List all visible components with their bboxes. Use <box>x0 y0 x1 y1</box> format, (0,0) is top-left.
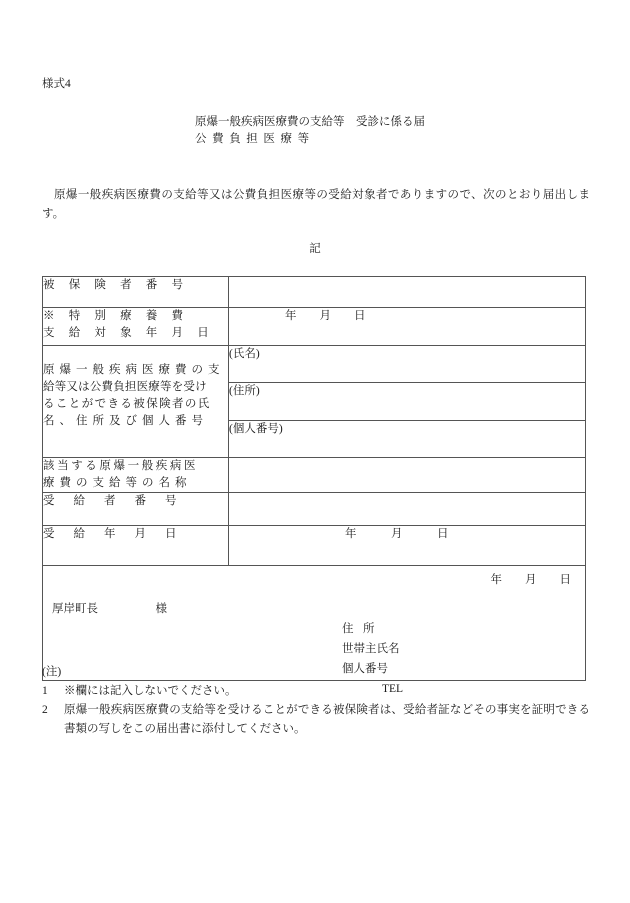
label-insured-identity <box>43 346 229 458</box>
signature-field-tel[interactable]: TEL <box>382 683 404 695</box>
value-insured-address[interactable] <box>229 383 586 420</box>
label-special-care-line-1: ※特別療養費 <box>43 310 198 322</box>
label-receipt-date-text: 受給年月日 <box>43 528 196 540</box>
title-line-1: 原爆一般疾病医療費の支給等 受診に係る届 <box>195 116 425 128</box>
title-line-2: 公費負担医療等 <box>195 133 315 145</box>
ki-marker: 記 <box>309 243 321 255</box>
table-row-special-care-date <box>43 308 586 346</box>
table-row-receipt-date <box>43 526 586 566</box>
document-title <box>195 114 425 148</box>
label-identity-line-3: ることができる被保険者の氏 <box>43 398 211 410</box>
value-receipt-date[interactable] <box>229 526 586 566</box>
form-number: 様式4 <box>42 78 71 90</box>
signature-field-householder[interactable]: 世帯主氏名 <box>342 643 400 655</box>
value-recipient-number[interactable] <box>229 493 586 526</box>
label-recipient-number <box>43 493 229 526</box>
label-benefit-name-line-1: 該当する原爆一般疾病医 <box>43 460 199 472</box>
notes-heading: (注) <box>42 666 62 678</box>
table-row-benefit-name <box>43 458 586 493</box>
label-insured-number-text: 被保険者番号 <box>43 279 198 291</box>
label-special-care-date <box>43 308 229 346</box>
notes-section <box>42 663 590 739</box>
note-item-1-text: ※欄には記入しないでください。 <box>64 685 237 697</box>
signature-field-mynumber[interactable]: 個人番号 <box>342 663 388 675</box>
label-insured-number <box>43 277 229 308</box>
sub-label-name: (氏名) <box>229 348 260 360</box>
sub-label-address: (住所) <box>229 385 260 398</box>
table-row-insured-number <box>43 277 586 308</box>
value-benefit-name[interactable] <box>229 458 586 493</box>
signature-field-address[interactable]: 住所 <box>342 623 384 635</box>
value-insured-mynumber[interactable] <box>229 420 586 457</box>
receipt-date-placeholder: 年 月 日 <box>345 528 449 540</box>
value-insured-name[interactable] <box>229 346 586 383</box>
note-item-2-text: 原爆一般疾病医療費の支給等を受けることができる被保険者は、受給者証などその事実を証明できる書類の写しをこの届出書に添付してください。 <box>64 704 590 735</box>
label-identity-line-1: 原爆一般疾病医療費の支 <box>43 364 225 376</box>
note-item-2-number: 2 <box>42 704 48 716</box>
note-item-2 <box>42 701 590 739</box>
note-item-1 <box>42 682 590 701</box>
value-insured-number[interactable] <box>229 277 586 308</box>
label-identity-line-2: 給等又は公費負担医療等を受け <box>43 381 207 393</box>
signature-date-placeholder: 年 月 日 <box>490 574 571 586</box>
label-benefit-name-line-2: 療費の支給等の名称 <box>43 477 192 489</box>
table-row-recipient-number <box>43 493 586 526</box>
intro-paragraph: 原爆一般疾病医療費の支給等又は公費負担医療等の受給対象者でありますので、次のとおり届出します。 <box>42 189 590 220</box>
table-row-insured-identity <box>43 346 586 383</box>
label-receipt-date <box>43 526 229 566</box>
note-item-1-number: 1 <box>42 685 48 697</box>
value-special-care-date[interactable] <box>229 308 586 346</box>
special-care-date-placeholder: 年 月 日 <box>285 310 366 322</box>
label-special-care-line-2: 支給対象年月日 <box>43 327 223 339</box>
signature-addressee: 厚岸町長 様 <box>52 603 167 615</box>
label-benefit-name <box>43 458 229 493</box>
label-recipient-number-text: 受給者番号 <box>43 495 196 507</box>
sub-label-mynumber: (個人番号) <box>229 422 283 435</box>
label-identity-line-4: 名、住所及び個人番号 <box>43 415 208 427</box>
